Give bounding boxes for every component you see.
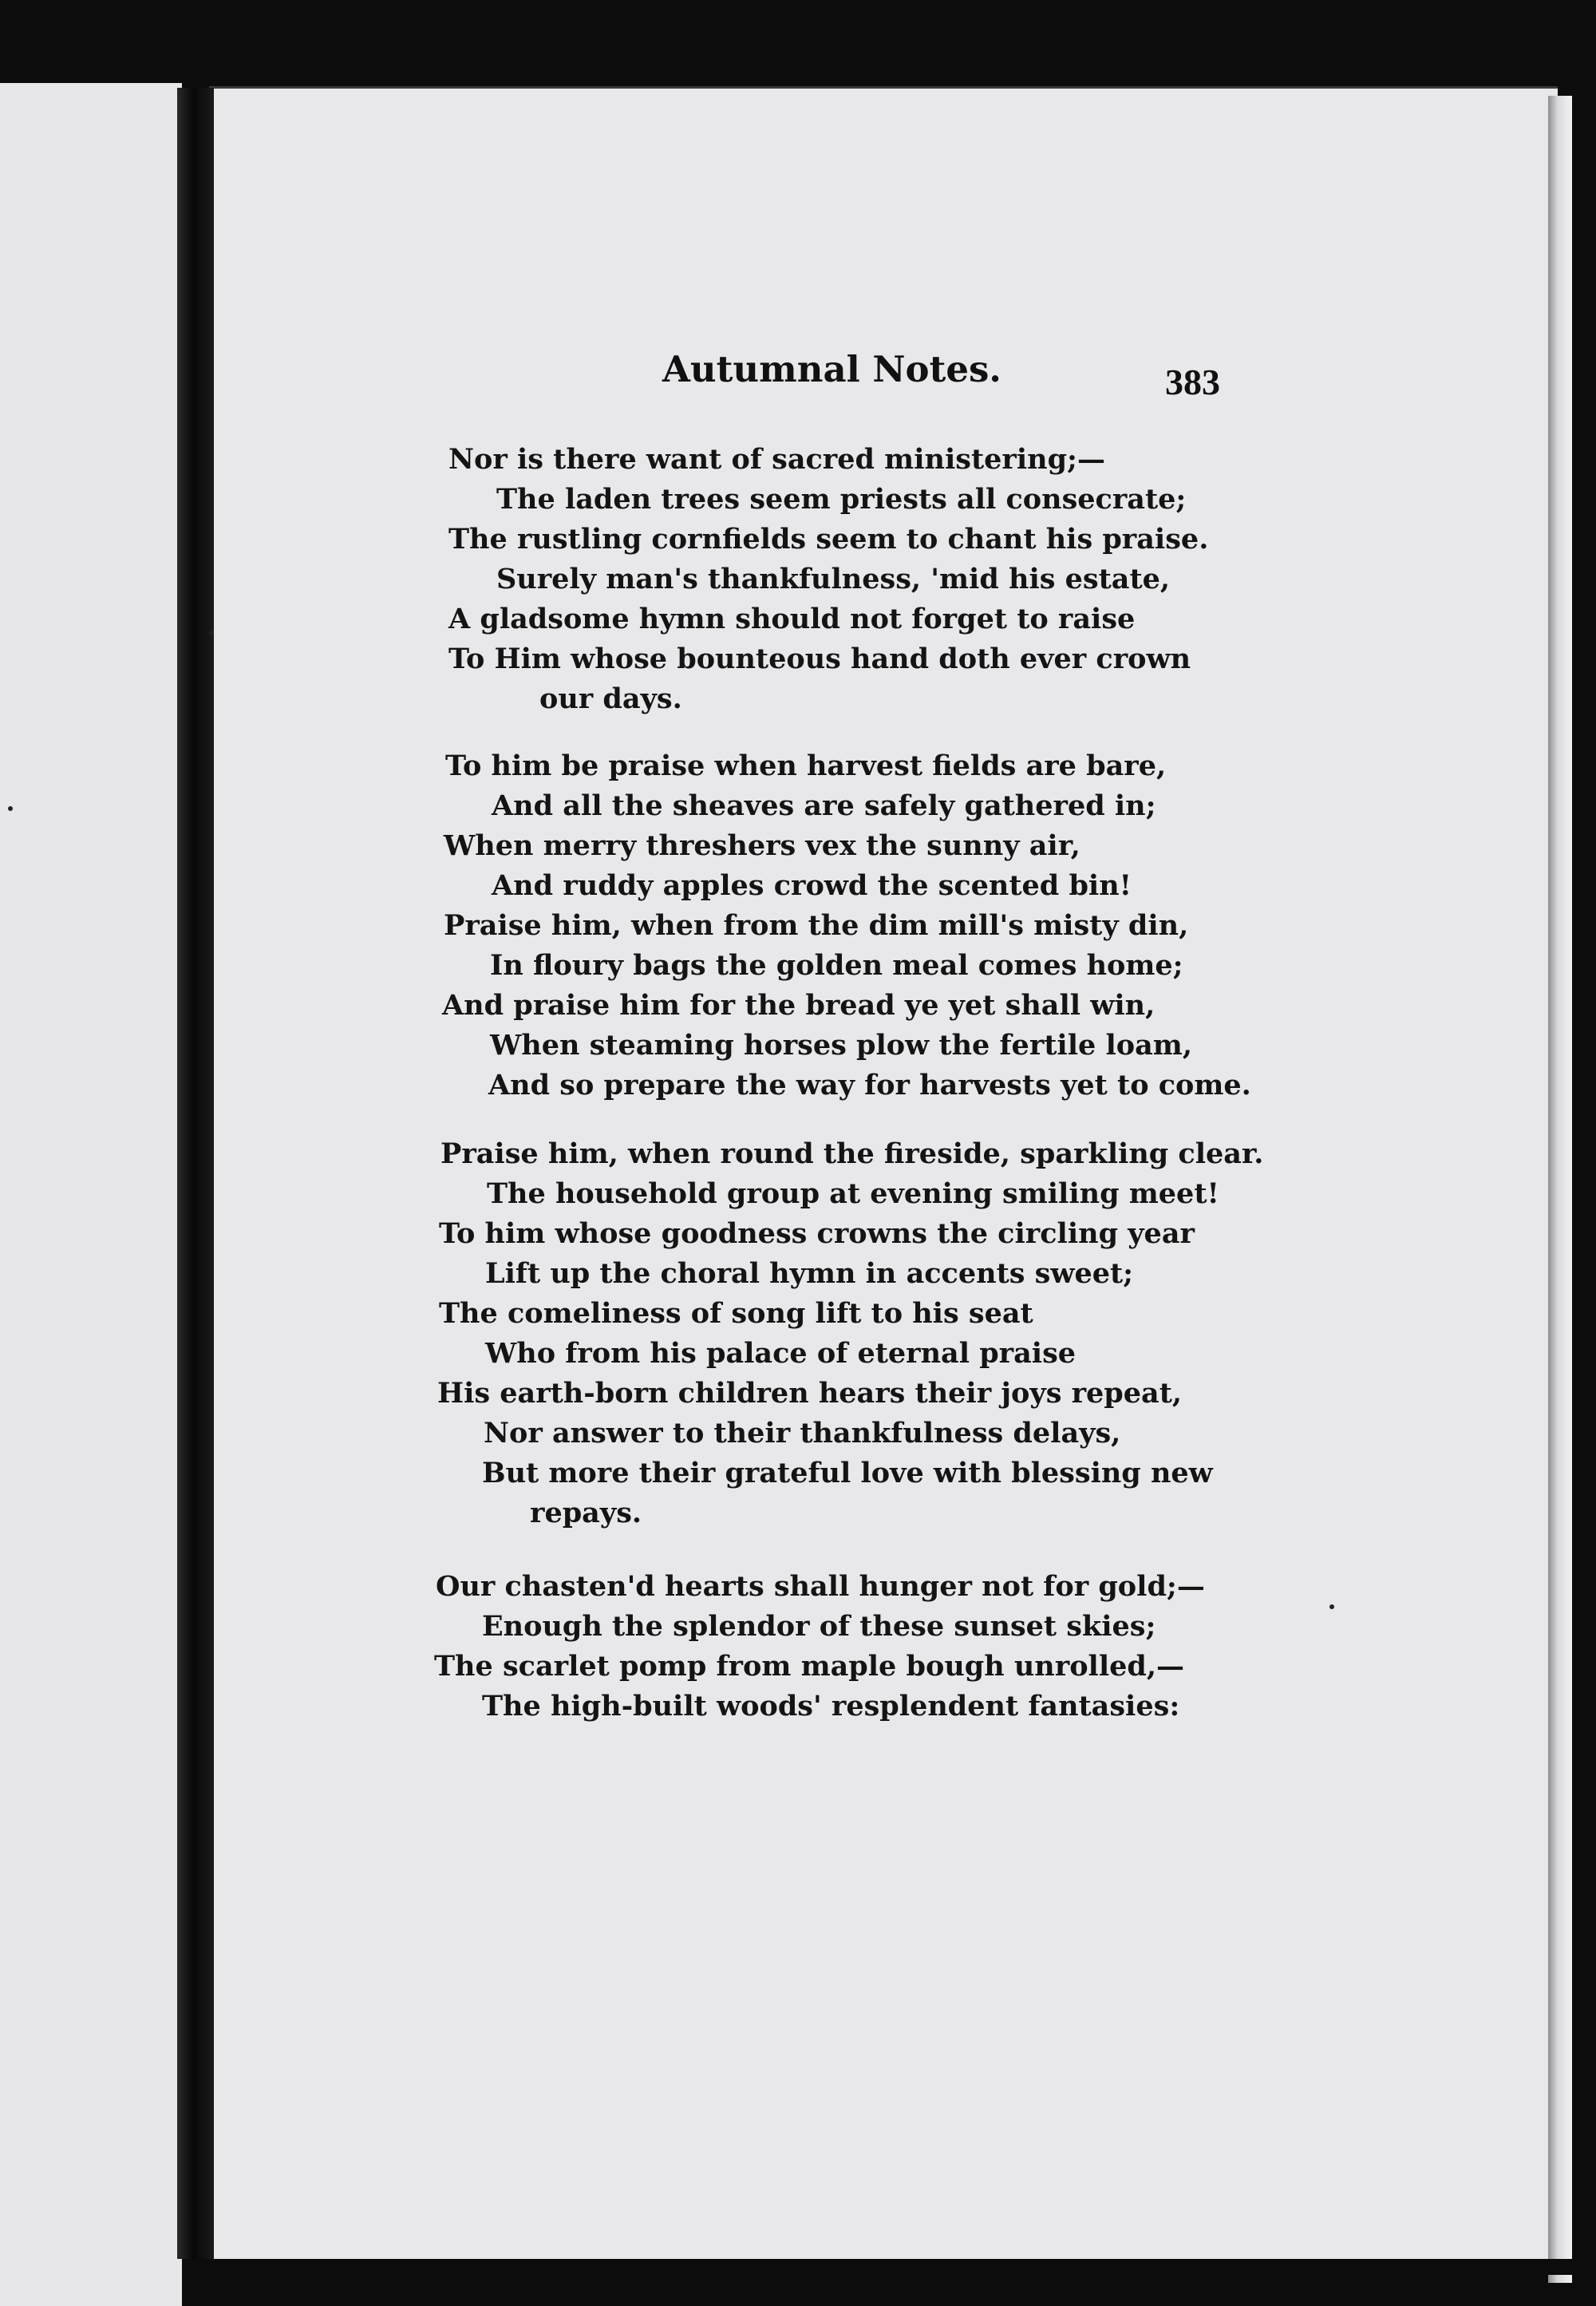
poem-line: The comeliness of song lift to his seat xyxy=(439,1297,1033,1330)
poem-line: And so prepare the way for harvests yet to come. xyxy=(488,1069,1251,1102)
page-bottom-shadow xyxy=(209,2259,1574,2275)
poem-line: A gladsome hymn should not forget to raise xyxy=(448,603,1136,635)
poem-line: His earth-born children hears their joys repeat, xyxy=(437,1377,1183,1410)
poem-line: And ruddy apples crowd the scented bin! xyxy=(492,869,1132,902)
running-head: Autumnal Notes. xyxy=(662,348,1001,390)
poem-line: Praise him, when round the fireside, sparkling clear. xyxy=(440,1137,1264,1170)
poem-line: Praise him, when from the dim mill's misty din, xyxy=(444,909,1189,942)
poem-line: Surely man's thankfulness, 'mid his estate, xyxy=(496,563,1171,595)
poem-line: To him whose goodness crowns the circling year xyxy=(439,1217,1195,1250)
poem-line: When steaming horses plow the fertile loam, xyxy=(490,1029,1193,1062)
poem-line: Nor is there want of sacred ministering;— xyxy=(448,443,1105,476)
poem-line: Enough the splendor of these sunset skies; xyxy=(482,1610,1156,1643)
poem-line: To him be praise when harvest fields are bare, xyxy=(445,750,1167,782)
poem-line: Our chasten'd hearts shall hunger not for gold;— xyxy=(436,1570,1205,1603)
poem-line: Lift up the choral hymn in accents sweet; xyxy=(485,1257,1134,1290)
poem-line: Nor answer to their thankfulness delays, xyxy=(484,1417,1121,1450)
poem-line: our days. xyxy=(539,682,682,715)
poem-line: When merry threshers vex the sunny air, xyxy=(444,829,1080,862)
poem-line: The household group at evening smiling meet! xyxy=(487,1177,1219,1210)
page-number: 383 xyxy=(1165,362,1220,402)
poem-line: In floury bags the golden meal comes home; xyxy=(490,949,1183,982)
poem-line: The rustling cornfields seem to chant his praise. xyxy=(448,523,1209,556)
poem-line: The laden trees seem priests all consecrate; xyxy=(496,483,1187,516)
poem-line: To Him whose bounteous hand doth ever crown xyxy=(448,643,1191,675)
poem-line: And all the sheaves are safely gathered in; xyxy=(492,789,1156,822)
poem-line: The high-built woods' resplendent fantasies: xyxy=(482,1690,1180,1723)
poem-line: Who from his palace of eternal praise xyxy=(485,1337,1077,1370)
poem-line: The scarlet pomp from maple bough unrolled,— xyxy=(434,1650,1185,1683)
poem-line: repays. xyxy=(530,1497,642,1529)
poem-line: But more their grateful love with blessing new xyxy=(482,1457,1213,1489)
poem-line: And praise him for the bread ye yet shall win, xyxy=(442,989,1156,1022)
